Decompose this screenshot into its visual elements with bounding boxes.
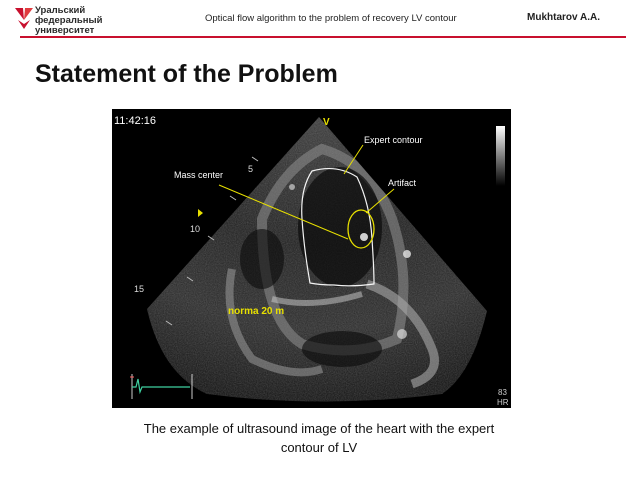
figure-caption [60, 419, 578, 457]
caption-line-1: The example of ultrasound image of the heart with the expert [143, 421, 495, 436]
scan-time: 11:42:16 [114, 115, 157, 127]
depth-label-10: 10 [190, 224, 201, 234]
logo-wordmark [35, 6, 102, 36]
slide-header [0, 0, 638, 40]
grayscale-bar [496, 126, 505, 186]
logo-line-3: университет [35, 25, 95, 36]
heart-rate-unit: HR [497, 398, 509, 407]
logo-line-1: Уральский [35, 5, 86, 16]
logo-line-2: федеральный [35, 15, 103, 26]
slide-title: Statement of the Problem [35, 60, 338, 88]
depth-label-5: 5 [248, 164, 254, 174]
focus-marker-icon [198, 209, 203, 217]
ultrasound-scan [112, 109, 511, 408]
depth-label-15: 15 [134, 284, 145, 294]
presentation-title: Optical flow algorithm to the problem of recovery LV contour [205, 13, 457, 24]
urfu-logo-icon [14, 6, 34, 30]
tissue-texture [112, 109, 511, 408]
author-name: Mukhtarov A.A. [527, 12, 600, 23]
probe-marker: V [323, 117, 330, 128]
patient-label: norma 20 m [228, 306, 285, 317]
heart-rate-value: 83 [498, 388, 507, 397]
mass-center-label: Mass center [174, 170, 224, 180]
ultrasound-image [112, 109, 511, 408]
header-divider [20, 36, 626, 38]
caption-line-2: contour of LV [280, 440, 358, 455]
university-logo [14, 6, 124, 38]
expert-contour-label: Expert contour [364, 135, 423, 145]
artifact-label: Artifact [388, 178, 417, 188]
